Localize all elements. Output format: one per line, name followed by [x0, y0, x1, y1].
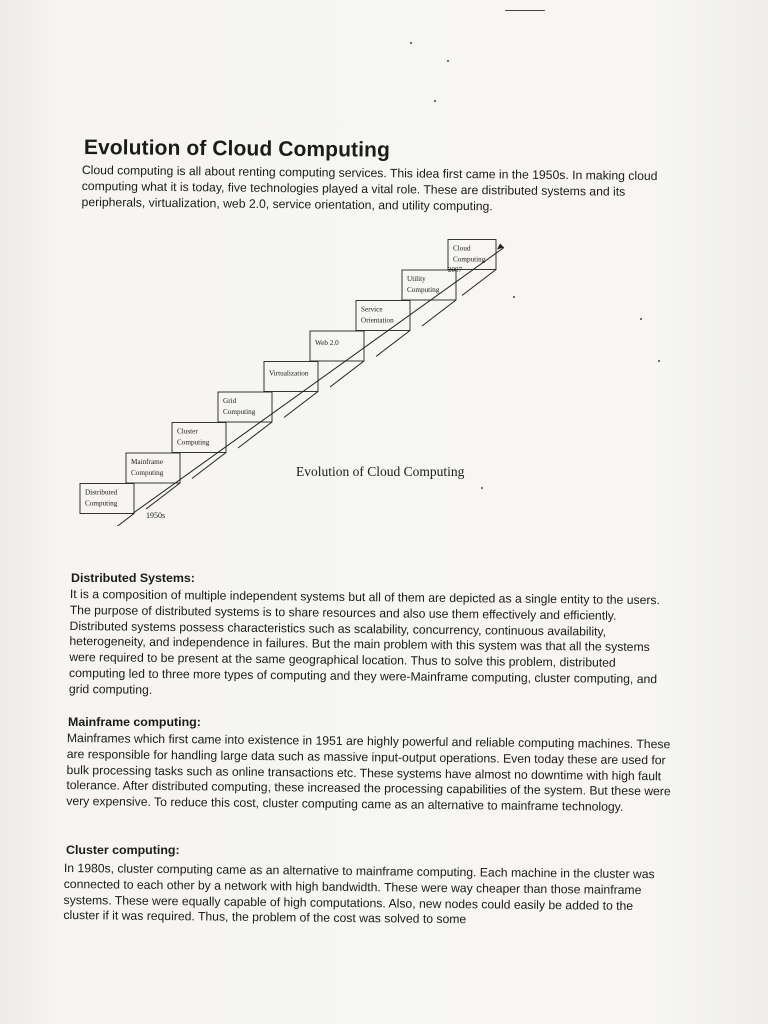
- diagram-caption: Evolution of Cloud Computing: [296, 464, 465, 479]
- intro-paragraph: Cloud computing is all about renting computing services. This idea first came in the 1950s. In making cloud computing what it is today, five technologies played a vital role. These are distributed systems and its peripherals, virtualization, web 2.0, service orientation, and utility computing.: [81, 162, 658, 214]
- stair-step-label: Orientation: [361, 316, 394, 325]
- stair-step-label: Computing: [177, 438, 210, 447]
- page-title: Evolution of Cloud Computing: [83, 136, 391, 162]
- scan-speck: [640, 318, 642, 320]
- stair-support-line: [100, 514, 134, 527]
- evolution-staircase-diagram: [70, 226, 510, 526]
- stair-step-label: Computing: [223, 408, 256, 416]
- stair-support-line: [146, 483, 180, 509]
- stair-step-label: Mainframe: [131, 458, 163, 466]
- stair-step-label: Computing: [131, 469, 164, 477]
- scan-speck: [410, 42, 412, 44]
- stair-support-line: [284, 392, 318, 418]
- stair-support-line: [330, 361, 364, 387]
- stair-step-label: Utility: [407, 275, 426, 283]
- stair-step-label: Computing: [85, 499, 118, 508]
- paragraph-cluster-computing: In 1980s, cluster computing came as an alternative to mainframe computing. Each machine in the cluster was connected to each other by a network with high bandwidth. These were way cheaper than those mainframe systems. These were equally capable of high computations. Also, new nodes could easily be added to the cluster if it was required. Thus, the problem of the cost was solved to some: [63, 861, 655, 927]
- stair-support-line: [422, 300, 456, 326]
- scan-speck: [513, 296, 515, 298]
- heading-mainframe-computing: Mainframe computing:: [68, 715, 201, 729]
- scan-speck: [658, 360, 660, 362]
- diagram-start-label: 1950s: [146, 511, 166, 520]
- scan-speck: [447, 60, 449, 62]
- stair-step-label: Service: [361, 305, 383, 314]
- stair-support-line: [192, 453, 226, 479]
- scan-mark: [505, 10, 545, 11]
- paragraph-distributed-systems: It is a composition of multiple independent systems but all of them are depicted as a single entity to the users. The purpose of distributed systems is to share resources and also use them effectively and efficiently. Distributed systems possess characteristics such as scalability, concurrency, continuous availability, heterogeneity, and independence in failures. But the main problem with this system was that all the systems were required to be present at the same geographical location. Thus to solve this problem, distributed computing led to three more types of computing and they were-Mainframe computing, cluster computing, and grid computing.: [68, 587, 661, 697]
- stair-step-label: Computing: [407, 286, 440, 294]
- scan-speck: [481, 487, 483, 489]
- stair-step-label: Grid: [223, 397, 237, 405]
- heading-cluster-computing: Cluster computing:: [66, 843, 180, 857]
- heading-distributed-systems: Distributed Systems:: [71, 571, 195, 585]
- stair-step-label: Cluster: [177, 427, 198, 436]
- paragraph-mainframe-computing: Mainframes which first came into existence in 1951 are highly powerful and reliable computing machines. These are responsible for handling large data such as massive input-output operations. Even today these are used for bulk processing tasks such as online transactions etc. These systems have almost no downtime with high fault tolerance. After distributed computing, these increased the processing capabilities of the system. But these were very expensive. To reduce this cost, cluster computing came as an alternative to mainframe technology.: [66, 731, 671, 815]
- diagram-end-label: 2007: [448, 266, 462, 274]
- scan-speck: [434, 100, 436, 102]
- stair-step-label: Distributed: [85, 488, 118, 497]
- stair-step-label: Cloud: [453, 244, 471, 253]
- stair-step-label: Computing: [453, 255, 486, 264]
- stair-step-label: Virtualization: [269, 369, 309, 378]
- stair-support-line: [376, 331, 410, 357]
- stair-step-label: Web 2.0: [315, 339, 339, 347]
